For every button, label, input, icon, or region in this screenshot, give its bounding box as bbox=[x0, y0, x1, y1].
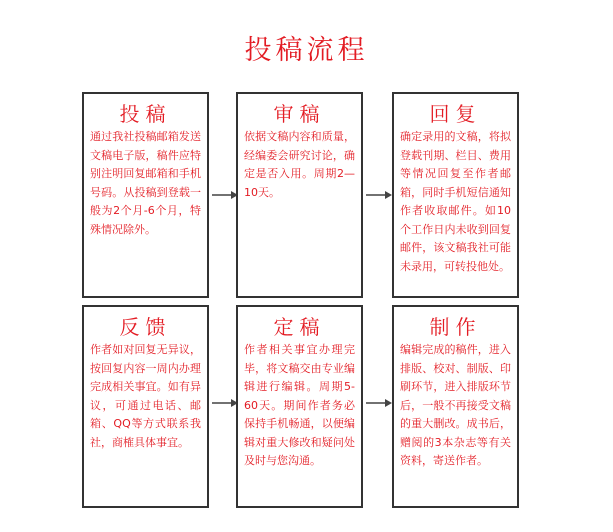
step-box-feedback bbox=[82, 305, 209, 508]
step-description: 编辑完成的稿件，进入排版、校对、制版、印刷环节，进入排版环节后，一般不再接受文稿的重大删改。成书后，赠阅的3本杂志等有关资料，寄送作者。 bbox=[400, 343, 511, 467]
step-heading: 制作 bbox=[429, 315, 482, 339]
page-title: 投稿流程 bbox=[244, 35, 369, 66]
step-description: 作者相关事宜办理完毕，将文稿交由专业编辑进行编辑。周期5-60天。期间作者务必保持手机畅通，以便编辑对重大修改和疑问处及时与您沟通。 bbox=[244, 343, 355, 467]
step-description: 通过我社投稿邮箱发送文稿电子版，稿件应特别注明回复邮箱和手机号码。从投稿到登载一般为2个月-6个月，特殊情况除外。 bbox=[90, 130, 201, 236]
step-description: 作者如对回复无异议，按回复内容一周内办理完成相关事宜。如有异议，可通过电话、邮箱、QQ等方式联系我社，商榷具体事宜。 bbox=[90, 343, 201, 449]
step-heading: 反馈 bbox=[119, 315, 172, 339]
arrow-right-icon bbox=[212, 398, 238, 408]
arrow-right-icon bbox=[366, 398, 392, 408]
step-box-review bbox=[236, 92, 363, 298]
step-box-reply bbox=[392, 92, 519, 298]
arrow-right-icon bbox=[212, 190, 238, 200]
step-box-finalize bbox=[236, 305, 363, 508]
step-heading: 回复 bbox=[429, 102, 482, 126]
arrow-right-icon bbox=[366, 190, 392, 200]
step-description: 确定录用的文稿，将拟登载刊期、栏目、费用等情况回复至作者邮箱，同时手机短信通知作者收取邮件。如10个工作日内未收到回复邮件，该文稿我社可能未录用，可转投他处。 bbox=[400, 130, 511, 273]
step-heading: 投稿 bbox=[119, 102, 172, 126]
step-description: 依据文稿内容和质量，经编委会研究讨论，确定是否入用。周期2—10天。 bbox=[244, 130, 355, 199]
step-heading: 定稿 bbox=[273, 315, 326, 339]
step-box-production bbox=[392, 305, 519, 508]
step-box-submit bbox=[82, 92, 209, 298]
step-heading: 审稿 bbox=[273, 102, 326, 126]
